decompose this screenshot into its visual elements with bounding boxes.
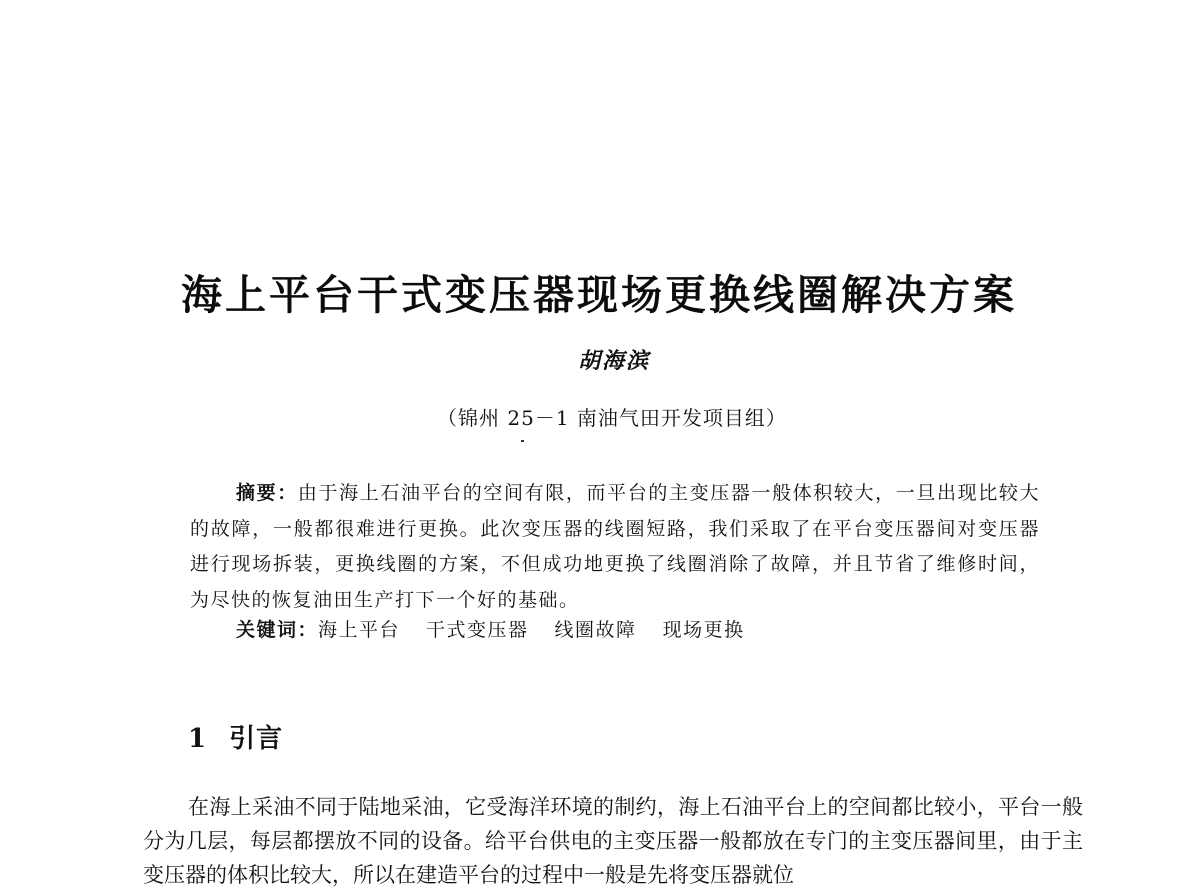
section-number: 1 [188,724,208,754]
abstract-text: 由于海上石油平台的空间有限，而平台的主变压器一般体积较大，一旦出现比较大的故障，一般都很难进行更换。此次变压器的线圈短路，我们采取了在平台变压器间对变压器进行现场拆装，更换线圈的方案，不但成功地更换了线圈消除了故障，并且节省了维修时间，为尽快的恢复油田生产打下一个好的基础。 [190,482,1040,611]
scan-speck [521,440,524,442]
abstract-block [190,476,1040,618]
keyword-item: 线圈故障 [554,619,637,641]
keyword-item: 现场更换 [662,619,745,641]
author-affiliation: （锦州 25－1 南油气田开发项目组） [437,406,787,430]
abstract-label: 摘要： [236,482,298,504]
keywords-block [236,616,771,644]
section-heading [188,718,283,755]
keywords-label: 关键词： [236,619,319,641]
author-name: 胡海滨 [577,348,650,374]
keyword-item: 干式变压器 [426,619,529,641]
paper-title: 海上平台干式变压器现场更换线圈解决方案 [181,271,1017,319]
keyword-item: 海上平台 [318,619,401,641]
section-title: 引言 [229,724,284,754]
body-paragraph: 在海上采油不同于陆地采油，它受海洋环境的制约，海上石油平台上的空间都比较小，平台一般分为几层，每层都摆放不同的设备。给平台供电的主变压器一般都放在专门的主变压器间里，由于主变压器的体积比较大，所以在建造平台的过程中一般是先将变压器就位 [143,795,1083,887]
